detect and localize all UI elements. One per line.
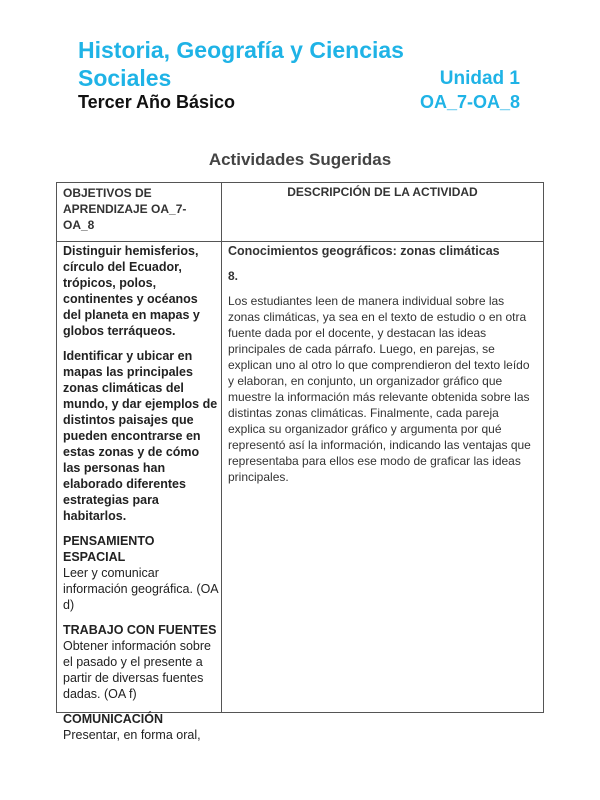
grade-label: Tercer Año Básico bbox=[78, 92, 236, 112]
subject-title-line2: Sociales bbox=[78, 65, 172, 91]
subject-title: Historia, Geografía y Ciencias bbox=[78, 37, 404, 63]
column-divider bbox=[221, 183, 222, 712]
header-divider bbox=[57, 241, 543, 242]
activity-number: 8. bbox=[228, 269, 239, 283]
oa-code: OA_7-OA_8 bbox=[419, 92, 520, 112]
skill-item bbox=[63, 622, 219, 702]
activities-table bbox=[56, 182, 544, 742]
skill-heading: TRABAJO CON FUENTES bbox=[63, 623, 217, 637]
objectives-cell bbox=[63, 243, 219, 742]
description-column-header: DESCRIPCIÓN DE LA ACTIVIDAD bbox=[287, 185, 478, 199]
skill-heading: COMUNICACIÓN bbox=[63, 712, 163, 726]
activity-cell bbox=[228, 243, 535, 485]
objective-item: Identificar y ubicar en mapas las principales zonas climáticas del mundo, y dar ejemplos de distintos paisajes que pueden encontrarse en estas zonas y de cómo las personas han elaborado diferentes estrategias para habitarlos. bbox=[63, 349, 218, 523]
skill-heading: PENSAMIENTO ESPACIAL bbox=[63, 534, 155, 564]
skill-item bbox=[63, 711, 219, 743]
unit-label: Unidad 1 bbox=[439, 68, 520, 89]
objectives-column-header: OBJETIVOS DE APRENDIZAJE OA_7-OA_8 bbox=[63, 186, 187, 232]
skill-item bbox=[63, 533, 219, 613]
activity-description: Los estudiantes leen de manera individual sobre las zonas climáticas, ya sea en el texto de estudio o en otra fuente dada por el docente, y destacan las ideas principales de cada párrafo. Luego, en parejas, se explican uno al otro lo que comprendieron del texto leído y elaboran, en conjunto, un organizador gráfico que muestre la información más relevante obtenida sobre las distintas zonas climáticas. Finalmente, cada pareja explica su organizador gráfico y argumenta por qué representó así la información, indicando las ventajas que representaba para ellos ese modo de graficar las ideas principales. bbox=[228, 294, 531, 484]
skill-text: Leer y comunicar información geográfica. (OA d) bbox=[63, 566, 218, 612]
activity-title: Conocimientos geográficos: zonas climáticas bbox=[228, 244, 500, 258]
section-title: Actividades Sugeridas bbox=[208, 150, 392, 169]
skill-text: Obtener información sobre el pasado y el presente a partir de diversas fuentes dadas. (OA f) bbox=[63, 639, 211, 701]
skill-text: Presentar, en forma oral, bbox=[63, 728, 201, 742]
objective-item: Distinguir hemisferios, círculo del Ecuador, trópicos, polos, continentes y océanos del planeta en mapas y globos terráqueos. bbox=[63, 244, 200, 338]
